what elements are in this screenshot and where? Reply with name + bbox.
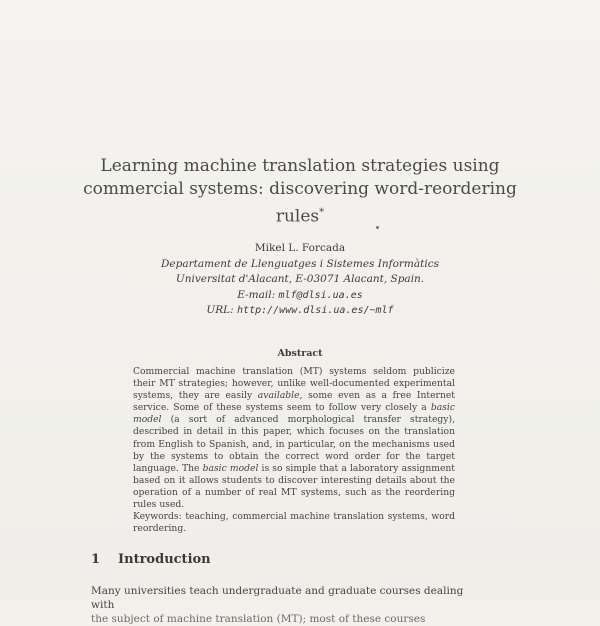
author-url: http://www.dlsi.ua.es/~mlf [237,305,394,316]
intro-line-1: Many universities teach undergraduate and graduate courses dealing with [91,585,464,611]
author-name: Mikel L. Forcada [254,242,346,254]
section-number: 1 [91,552,101,567]
abstract-text-2: , some even as a free Internet service. Some of these systems seem to follow very closely a [133,390,455,414]
title-footnote-mark: * [319,207,325,218]
keywords-text: teaching, commercial machine translation systems, word reordering. [133,511,456,535]
title-line-3: rules [275,206,320,227]
intro-paragraph [91,584,481,626]
author-department: Departament de Llenguatges i Sistemes Informàtics [161,257,439,270]
author-email-line [0,288,600,304]
paper-title [0,155,600,229]
title-line-1: Learning machine translation strategies using [100,156,500,176]
abstract-body [133,366,455,535]
email-label: E-mail: [237,288,276,301]
section-title: Introduction [118,552,211,567]
author-block [0,241,600,319]
abstract-text-3: (a sort of advanced morphological transfer strategy), described in detail in this paper, which focuses on the translation from English to Spanish, and, in particular, on the mechanisms used by the systems to obtain the correct word order for the target language. The [133,414,455,474]
keywords [133,511,455,535]
author-url-line [0,303,600,319]
keywords-label: Keywords: [133,511,182,523]
url-label: URL: [206,304,234,316]
abstract-text-1: Commercial machine translation (MT) systems seldom publicize their MT strategies; however, unlike well-documented experimental systems, they are easily [133,366,455,402]
abstract-italic-1: available [257,390,300,402]
abstract-italic-3: basic model [202,462,259,474]
abstract-heading: Abstract [277,348,323,359]
author-email: mlf@dlsi.ua.es [278,289,363,301]
scan-speck [376,226,379,229]
title-line-2: commercial systems: discovering word-reordering [83,179,517,199]
abstract-italic-2: basic model [133,402,455,426]
intro-line-2: the subject of machine translation (MT); most of these courses [91,613,426,625]
section-heading [91,552,211,567]
abstract-text-4: is so simple that a laboratory assignment based on it allows students to discover interesting details about the operation of a number of real MT systems, such as the reordering rules used. [133,462,455,511]
author-university: Universitat d'Alacant, E-03071 Alacant, Spain. [175,273,425,285]
